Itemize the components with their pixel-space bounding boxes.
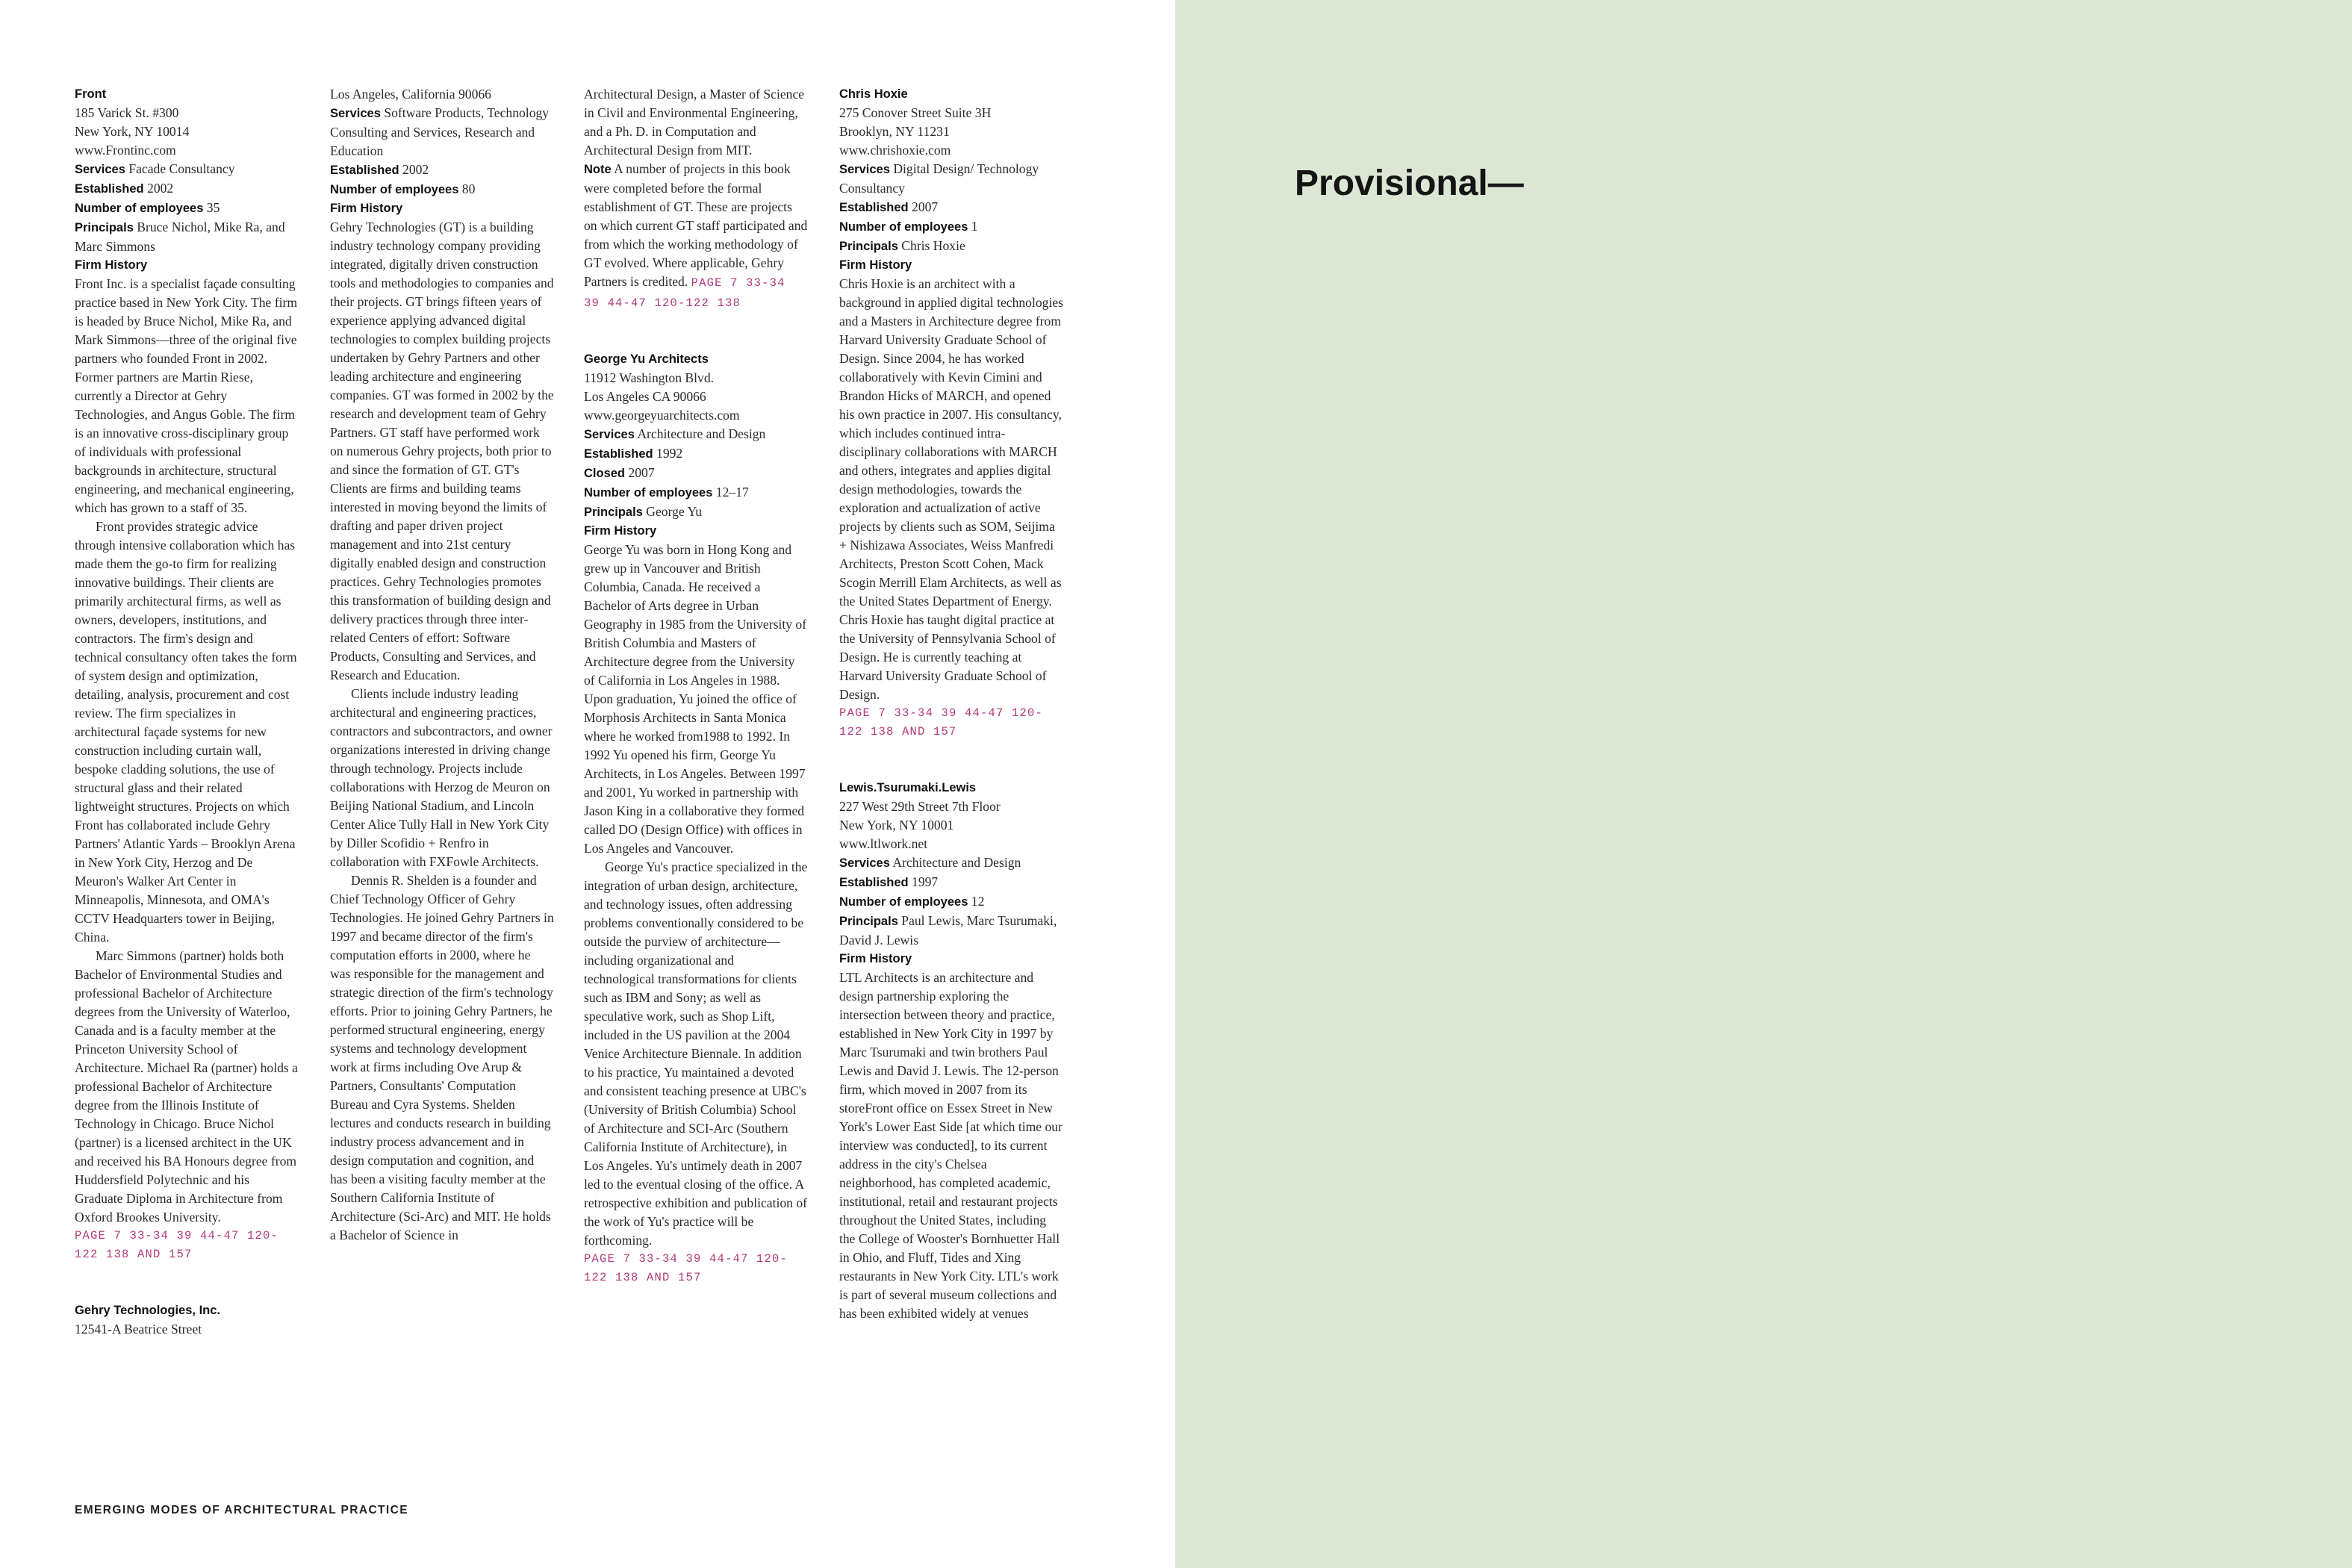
employees-value: 12 <box>971 894 985 909</box>
yu-address-line-2: Los Angeles CA 90066 <box>584 389 706 404</box>
ltl-services <box>839 853 1063 873</box>
services-value: Architecture and Design <box>892 855 1021 870</box>
services-label: Services <box>839 856 890 870</box>
firm-name-ltl: Lewis.Tsurumaki.Lewis <box>839 781 977 794</box>
left-page <box>0 0 1175 1568</box>
ltl-established <box>839 873 1063 892</box>
spacer <box>839 741 1063 779</box>
gehry-note <box>584 160 808 313</box>
firm-name-chris-hoxie: Chris Hoxie <box>839 87 908 101</box>
employees-label: Number of employees <box>839 895 968 909</box>
yu-history-paragraph-1: George Yu was born in Hong Kong and grew up in Vancouver and British Columbia, Canada. He received a Bachelor of Arts degree in Urban Geography in 1985 from the University of British Columbia and Masters of Architecture degree from the University of California in Los Angeles in 1988. Upon graduation, Yu joined the office of Morphosis Architects in Santa Monica where he worked from1988 to 1992. In 1992 Yu opened his firm, George Yu Architects, in Los Angeles. Between 1997 and 2001, Yu worked in partnership with Jason King in a collaborative they formed called DO (Design Office) with offices in Los Angeles and Vancouver. <box>584 542 807 856</box>
note-label: Note <box>584 163 612 176</box>
spacer <box>75 1264 299 1301</box>
closed-label: Closed <box>584 467 626 480</box>
established-label: Established <box>584 447 653 461</box>
established-label: Established <box>75 182 144 196</box>
column-4 <box>839 85 1063 1323</box>
front-established <box>75 179 299 199</box>
yu-address-line-1: 11912 Washington Blvd. <box>584 370 715 385</box>
front-page-references: PAGE 7 33-34 39 44-47 120-122 138 AND 157 <box>75 1229 279 1261</box>
column-3 <box>584 85 808 1287</box>
principals-label: Principals <box>839 915 898 928</box>
column-1 <box>75 85 299 1339</box>
principals-value: Bruce Nichol, Mike Ra, and Marc Simmons <box>75 220 285 254</box>
hoxie-employees <box>839 217 1063 237</box>
ltl-principals <box>839 912 1063 950</box>
yu-established <box>584 444 808 464</box>
firm-history-label: Firm History <box>584 524 657 538</box>
principals-value: Chris Hoxie <box>901 238 965 253</box>
gehry-services <box>330 104 554 161</box>
firm-history-label: Firm History <box>75 258 148 272</box>
established-label: Established <box>839 201 909 214</box>
established-value: 2002 <box>147 181 174 196</box>
hoxie-page-references: PAGE 7 33-34 39 44-47 120-122 138 AND 157 <box>839 706 1044 738</box>
principals-value: Paul Lewis, Marc Tsurumaki, David J. Lewis <box>839 913 1057 948</box>
employees-value: 12–17 <box>715 485 749 500</box>
employees-value: 35 <box>206 200 220 215</box>
hoxie-principals <box>839 237 1063 256</box>
principals-label: Principals <box>839 240 898 253</box>
principals-label: Principals <box>584 505 643 519</box>
firm-name-front: Front <box>75 87 107 101</box>
services-label: Services <box>330 107 381 120</box>
front-employees <box>75 199 299 218</box>
gehry-established <box>330 161 554 180</box>
gehry-address-line-1: 12541-A Beatrice Street <box>75 1322 202 1337</box>
hoxie-website: www.chrishoxie.com <box>839 143 951 158</box>
hoxie-history-paragraph-1: Chris Hoxie is an architect with a background in applied digital technologies and a Masters in Architecture degree from Harvard University Graduate School of Design. Since 2004, he has worked collaboratively with Kevin Cimini and Brandon Hicks of MARCH, and opened his own practice in 2007. His consultancy, which includes continued intra-disciplinary collaborations with MARCH and others, integrates and applies digital design methodologies, towards the exploration and actualization of active projects by clients such as SOM, Seijima + Nishizawa Associates, Weiss Manfredi Architects, Preston Scott Cohen, Mack Scogin Merrill Elam Architects, as well as the United States Department of Energy. Chris Hoxie has taught digital practice at the University of Pennsylvania School of Design. He is currently teaching at Harvard University Graduate School of Design. <box>839 276 1063 702</box>
hoxie-services <box>839 160 1063 198</box>
services-value: Architecture and Design <box>637 426 766 441</box>
front-website: www.Frontinc.com <box>75 143 176 158</box>
spacer <box>584 313 808 350</box>
gehry-employees <box>330 180 554 199</box>
employees-value: 80 <box>461 181 476 196</box>
gehry-address-line-2: Los Angeles, California 90066 <box>330 87 491 102</box>
ltl-address-line-1: 227 West 29th Street 7th Floor <box>839 799 1001 814</box>
established-label: Established <box>839 876 909 889</box>
front-services <box>75 160 299 179</box>
section-title: Provisional— <box>1295 164 1524 203</box>
employees-label: Number of employees <box>75 202 204 215</box>
gehry-history-paragraph-2: Clients include industry leading architectural and engineering practices, contractors and subcontractors, and owner organizations interested in driving change through technology. Projects include collaborations with Herzog de Meuron on Beijing National Stadium, and Lincoln Center Alice Tully Hall in New York City by Diller Scofidio + Renfro in collaboration with FXFowle Architects. <box>330 686 553 869</box>
hoxie-established <box>839 198 1063 217</box>
front-history-paragraph-2: Front provides strategic advice through intensive collaboration which has made them the go-to firm for realizing innovative buildings. Their clients are primarily architectural firms, as well as owners, developers, institutions, and contractors. The firm's design and technical consultancy often takes the form of system design and optimization, detailing, analysis, procurement and cost review. The firm specializes in architectural façade systems for new construction including curtain wall, bespoke cladding solutions, the use of structural glass and their related lightweight structures. Projects on which Front has collaborated include Gehry Partners' Atlantic Yards – Brooklyn Arena in New York City, Herzog and De Meuron's Walker Art Center in Minneapolis, Minnesota, and OMA's CCTV Headquarters tower in Beijing, China. <box>75 519 297 945</box>
note-text: A number of projects in this book were completed before the formal establishment of GT. These are projects on which current GT staff participated and from which the working methodology of GT evolved. Where applicable, Gehry Partners is credited. <box>584 161 808 289</box>
firm-name-gehry: Gehry Technologies, Inc. <box>75 1304 220 1317</box>
hoxie-address-line-1: 275 Conover Street Suite 3H <box>839 105 992 120</box>
services-label: Services <box>75 163 125 176</box>
ltl-address-line-2: New York, NY 10001 <box>839 818 954 833</box>
yu-website: www.georgeyuarchitects.com <box>584 408 740 423</box>
firm-history-label: Firm History <box>330 202 403 215</box>
established-value: 1997 <box>912 874 939 889</box>
closed-value: 2007 <box>628 465 655 480</box>
front-address-line-1: 185 Varick St. #300 <box>75 105 179 120</box>
gehry-page-references: PAGE 7 33-34 39 44-47 120-122 138 <box>584 276 785 310</box>
employees-label: Number of employees <box>584 486 713 500</box>
gehry-history-paragraph-3: Dennis R. Shelden is a founder and Chief Technology Officer of Gehry Technologies. He joined Gehry Partners in 1997 and became director of the firm's computation efforts in 2000, where he was responsible for the management and strategic direction of the firm's technology efforts. Prior to joining Gehry Partners, he performed structural engineering, energy systems and technology development work at firms including Ove Arup & Partners, Consultants' Computation Bureau and Cyra Systems. Shelden lectures and conducts research in building industry process advancement and in design computation and cognition, and has been a visiting faculty member at the Southern California Institute of Architecture (Sci-Arc) and MIT. He holds a Bachelor of Science in <box>330 873 554 1242</box>
yu-employees <box>584 483 808 503</box>
ltl-website: www.ltlwork.net <box>839 836 928 851</box>
front-address-line-2: New York, NY 10014 <box>75 124 190 139</box>
yu-page-references: PAGE 7 33-34 39 44-47 120-122 138 AND 157 <box>584 1252 788 1284</box>
established-value: 1992 <box>656 446 683 461</box>
services-label: Services <box>839 163 890 176</box>
established-value: 2007 <box>912 199 939 214</box>
column-2 <box>330 85 554 1245</box>
established-label: Established <box>330 164 399 177</box>
front-principals <box>75 218 299 256</box>
yu-services <box>584 425 808 444</box>
gehry-history-continued: Architectural Design, a Master of Science in Civil and Environmental Engineering, and a Ph. D. in Computation and Architectural Design from MIT. <box>584 87 805 158</box>
services-value: Digital Design/ Technology Consultancy <box>839 161 1039 196</box>
employees-value: 1 <box>971 219 978 234</box>
services-value: Software Products, Technology Consulting and Services, Research and Education <box>330 105 550 158</box>
principals-label: Principals <box>75 221 134 234</box>
employees-label: Number of employees <box>839 220 968 234</box>
hoxie-address-line-2: Brooklyn, NY 11231 <box>839 124 950 139</box>
established-value: 2002 <box>402 162 429 177</box>
firm-history-label: Firm History <box>839 258 912 272</box>
ltl-employees <box>839 892 1063 912</box>
services-value: Facade Consultancy <box>128 161 235 176</box>
yu-history-paragraph-2: George Yu's practice specialized in the integration of urban design, architecture, and technology issues, often addressing problems conventionally considered to be outside the purview of architecture—including organizational and technological transformations for clients such as IBM and Sony; as well as speculative work, such as Shop Lift, included in the US pavilion at the 2004 Venice Architecture Biennale. In addition to his practice, Yu maintained a devoted and consistent teaching presence at UBC's (University of British Columbia) School of Architecture and SCI-Arc (Southern California Institute of Architecture), in Los Angeles. Yu's untimely death in 2007 led to the eventual closing of the office. A retrospective exhibition and publication of the work of Yu's practice will be forthcoming. <box>584 859 808 1248</box>
firm-name-george-yu: George Yu Architects <box>584 352 709 366</box>
employees-label: Number of employees <box>330 183 459 196</box>
front-history-paragraph-3: Marc Simmons (partner) holds both Bachelor of Environmental Studies and professional Bachelor of Architecture degrees from the University of Waterloo, Canada and is a faculty member at the Princeton University School of Architecture. Michael Ra (partner) holds a professional Bachelor of Architecture degree from the Illinois Institute of Technology in Chicago. Bruce Nichol (partner) is a licensed architect in the UK and received his BA Honours degree from Huddersfield Polytechnic and his Graduate Diploma in Architecture from Oxford Brookes University. <box>75 948 298 1225</box>
gehry-history-paragraph-1: Gehry Technologies (GT) is a building industry technology company providing integrated, digitally driven construction tools and methodologies to companies and their projects. GT brings fifteen years of experience applying advanced digital technologies to complex building projects undertaken by Gehry Partners and other leading architecture and engineering companies. GT was formed in 2002 by the research and development team of Gehry Partners. GT staff have performed work on numerous Gehry projects, both prior to and since the formation of GT. GT's Clients are firms and building teams interested in moving beyond the limits of drafting and paper driven project management and into 21st century digitally enabled design and construction practices. Gehry Technologies promotes this transformation of building design and delivery practices through three inter-related Centers of effort: Software Products, Consulting and Services, and Research and Education. <box>330 220 554 682</box>
ltl-history-paragraph-1: LTL Architects is an architecture and design partnership exploring the intersection between theory and practice, established in New York City in 1997 by Marc Tsurumaki and twin brothers Paul Lewis and David J. Lewis. The 12-person firm, which moved in 2007 from its storeFront office on Essex Street in New York's Lower East Side [at which time our interview was conducted], to its current address in the city's Chelsea neighborhood, has completed academic, institutional, retail and restaurant projects throughout the United States, including the College of Wooster's Bornhuetter Hall in Ohio, and Fluff, Tides and Xing restaurants in New York City. LTL's work is part of several museum collections and has been exhibited widely at venues <box>839 970 1063 1321</box>
principals-value: George Yu <box>646 504 703 519</box>
services-label: Services <box>584 428 635 441</box>
firm-history-label: Firm History <box>839 952 912 965</box>
yu-principals <box>584 503 808 522</box>
yu-closed <box>584 464 808 483</box>
right-page <box>1175 0 2352 1568</box>
front-history-paragraph-1: Front Inc. is a specialist façade consulting practice based in New York City. The firm is headed by Bruce Nichol, Mike Ra, and Mark Simmons—three of the original five partners who founded Front in 2002. Former partners are Martin Riese, currently a Director at Gehry Technologies, and Angus Goble. The firm is an innovative cross-disciplinary group of individuals with professional backgrounds in architecture, structural engineering, and mechanical engineering, which has grown to a staff of 35. <box>75 276 298 515</box>
running-footer: EMERGING MODES OF ARCHITECTURAL PRACTICE <box>75 1504 408 1516</box>
